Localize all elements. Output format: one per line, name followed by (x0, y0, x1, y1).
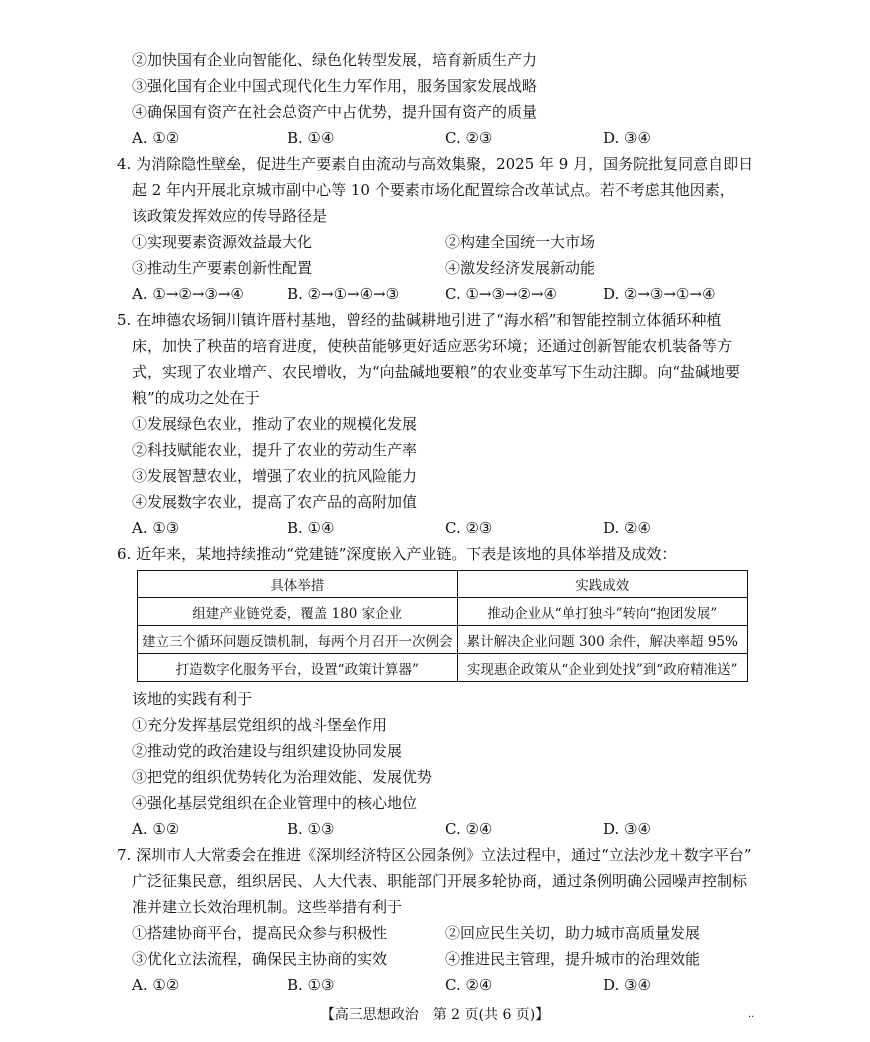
q5-stem-line-4: 粮”的成功之处在于 (132, 389, 260, 407)
q4-item-2: ②构建全国统一大市场 (445, 233, 596, 251)
q6-stem-question: 该地的实践有利于 (132, 690, 253, 708)
q7-item-4: ④推进民主管理，提升城市的治理效能 (445, 950, 701, 968)
table-cell: 累计解决企业问题 300 余件，解决率超 95% (457, 626, 748, 654)
q6-stem-line-1: 6. 近年来，某地持续推动“党建链”深度嵌入产业链。下表是该地的具体举措及成效： (117, 545, 677, 563)
table-cell: 建立三个循环问题反馈机制，每两个月召开一次例会 (138, 626, 458, 654)
q4-item-3: ③推动生产要素创新性配置 (132, 259, 313, 277)
q6-option-c: C. ②④ (445, 820, 493, 838)
q3-item-4: ④确保国有资产在社会总资产中占优势，提升国有资产的质量 (132, 103, 538, 121)
q7-option-b: B. ①③ (287, 976, 335, 994)
q6-option-a: A. ①② (132, 820, 180, 838)
q5-item-2: ②科技赋能农业，提升了农业的劳动生产率 (132, 441, 418, 459)
q6-item-2: ②推动党的政治建设与组织建设协同发展 (132, 742, 403, 760)
q5-option-b: B. ①④ (287, 519, 335, 537)
q6-item-3: ③把党的组织优势转化为治理效能、发展优势 (132, 768, 433, 786)
q3-option-b: B. ①④ (287, 129, 335, 147)
page-footer: 【高三思想政治 第 2 页(共 6 页)】 (320, 1007, 550, 1023)
q6-table (137, 570, 748, 682)
q5-item-3: ③发展智慧农业，增强了农业的抗风险能力 (132, 467, 418, 485)
q4-option-b: B. ②→①→④→③ (287, 285, 400, 303)
q3-item-3: ③强化国有企业中国式现代化生力军作用，服务国家发展战略 (132, 77, 538, 95)
q4-stem-line-1: 4. 为消除隐性壁垒，促进生产要素自由流动与高效集聚，2025 年 9 月，国务院批复同意自即日 (117, 155, 754, 173)
q3-option-a: A. ①② (132, 129, 180, 147)
q7-option-c: C. ②④ (445, 976, 493, 994)
table-row (138, 626, 748, 654)
q7-item-3: ③优化立法流程，确保民主协商的实效 (132, 950, 388, 968)
q5-item-1: ①发展绿色农业，推动了农业的规模化发展 (132, 415, 418, 433)
q6-option-d: D. ③④ (603, 820, 651, 838)
q5-option-a: A. ①③ (132, 519, 180, 537)
q4-stem-line-2: 起 2 年内开展北京城市副中心等 10 个要素市场化配置综合改革试点。若不考虑其他因素， (132, 181, 735, 199)
q7-item-1: ①搭建协商平台，提高民众参与积极性 (132, 924, 388, 942)
q6-item-4: ④强化基层党组织在企业管理中的核心地位 (132, 794, 418, 812)
q6-item-1: ①充分发挥基层党组织的战斗堡垒作用 (132, 716, 388, 734)
q3-option-c: C. ②③ (445, 129, 493, 147)
table-header-results: 实践成效 (457, 571, 748, 598)
table-cell: 推动企业从“单打独斗”转向“抱团发展” (457, 598, 748, 626)
corner-mark: ·· (748, 1012, 755, 1023)
q6-option-b: B. ①③ (287, 820, 335, 838)
table-header-measures: 具体举措 (138, 571, 458, 598)
q7-stem-line-1: 7. 深圳市人大常委会在推进《深圳经济特区公园条例》立法过程中，通过“立法沙龙＋数字平台” (117, 846, 752, 864)
q4-stem-line-3: 该政策发挥效应的传导路径是 (132, 207, 328, 225)
q7-item-2: ②回应民生关切，助力城市高质量发展 (445, 924, 701, 942)
table-row (138, 598, 748, 626)
q5-item-4: ④发展数字农业，提高了农产品的高附加值 (132, 493, 418, 511)
q4-item-4: ④激发经济发展新动能 (445, 259, 596, 277)
q5-option-d: D. ②④ (603, 519, 651, 537)
table-row (138, 654, 748, 682)
q4-option-c: C. ①→③→②→④ (445, 285, 557, 303)
q7-stem-line-3: 准并建立长效治理机制。这些举措有利于 (132, 898, 403, 916)
q7-stem-line-2: 广泛征集民意，组织居民、人大代表、职能部门开展多轮协商，通过条例明确公园噪声控制标 (132, 872, 748, 890)
q5-stem-line-2: 床，加快了秧苗的培育进度，使秧苗能够更好适应恶劣环境；还通过创新智能农机装备等方 (132, 337, 733, 355)
q7-option-d: D. ③④ (603, 976, 651, 994)
q3-option-d: D. ③④ (603, 129, 651, 147)
q3-item-2: ②加快国有企业向智能化、绿色化转型发展，培育新质生产力 (132, 51, 538, 69)
table-cell: 组建产业链党委，覆盖 180 家企业 (138, 598, 458, 626)
table-cell: 打造数字化服务平台，设置“政策计算器” (138, 654, 458, 682)
q4-option-d: D. ②→③→①→④ (603, 285, 716, 303)
q7-option-a: A. ①② (132, 976, 180, 994)
q4-option-a: A. ①→②→③→④ (132, 285, 244, 303)
q5-stem-line-3: 式，实现了农业增产、农民增收，为“向盐碱地要粮”的农业变革写下生动注脚。向“盐碱地要 (132, 363, 741, 381)
q4-item-1: ①实现要素资源效益最大化 (132, 233, 313, 251)
table-cell: 实现惠企政策从“企业到处找”到“政府精准送” (457, 654, 748, 682)
q5-stem-line-1: 5. 在坤德农场铜川镇许厝村基地，曾经的盐碱耕地引进了“海水稻”和智能控制立体循环种植 (117, 311, 722, 329)
q5-option-c: C. ②③ (445, 519, 493, 537)
